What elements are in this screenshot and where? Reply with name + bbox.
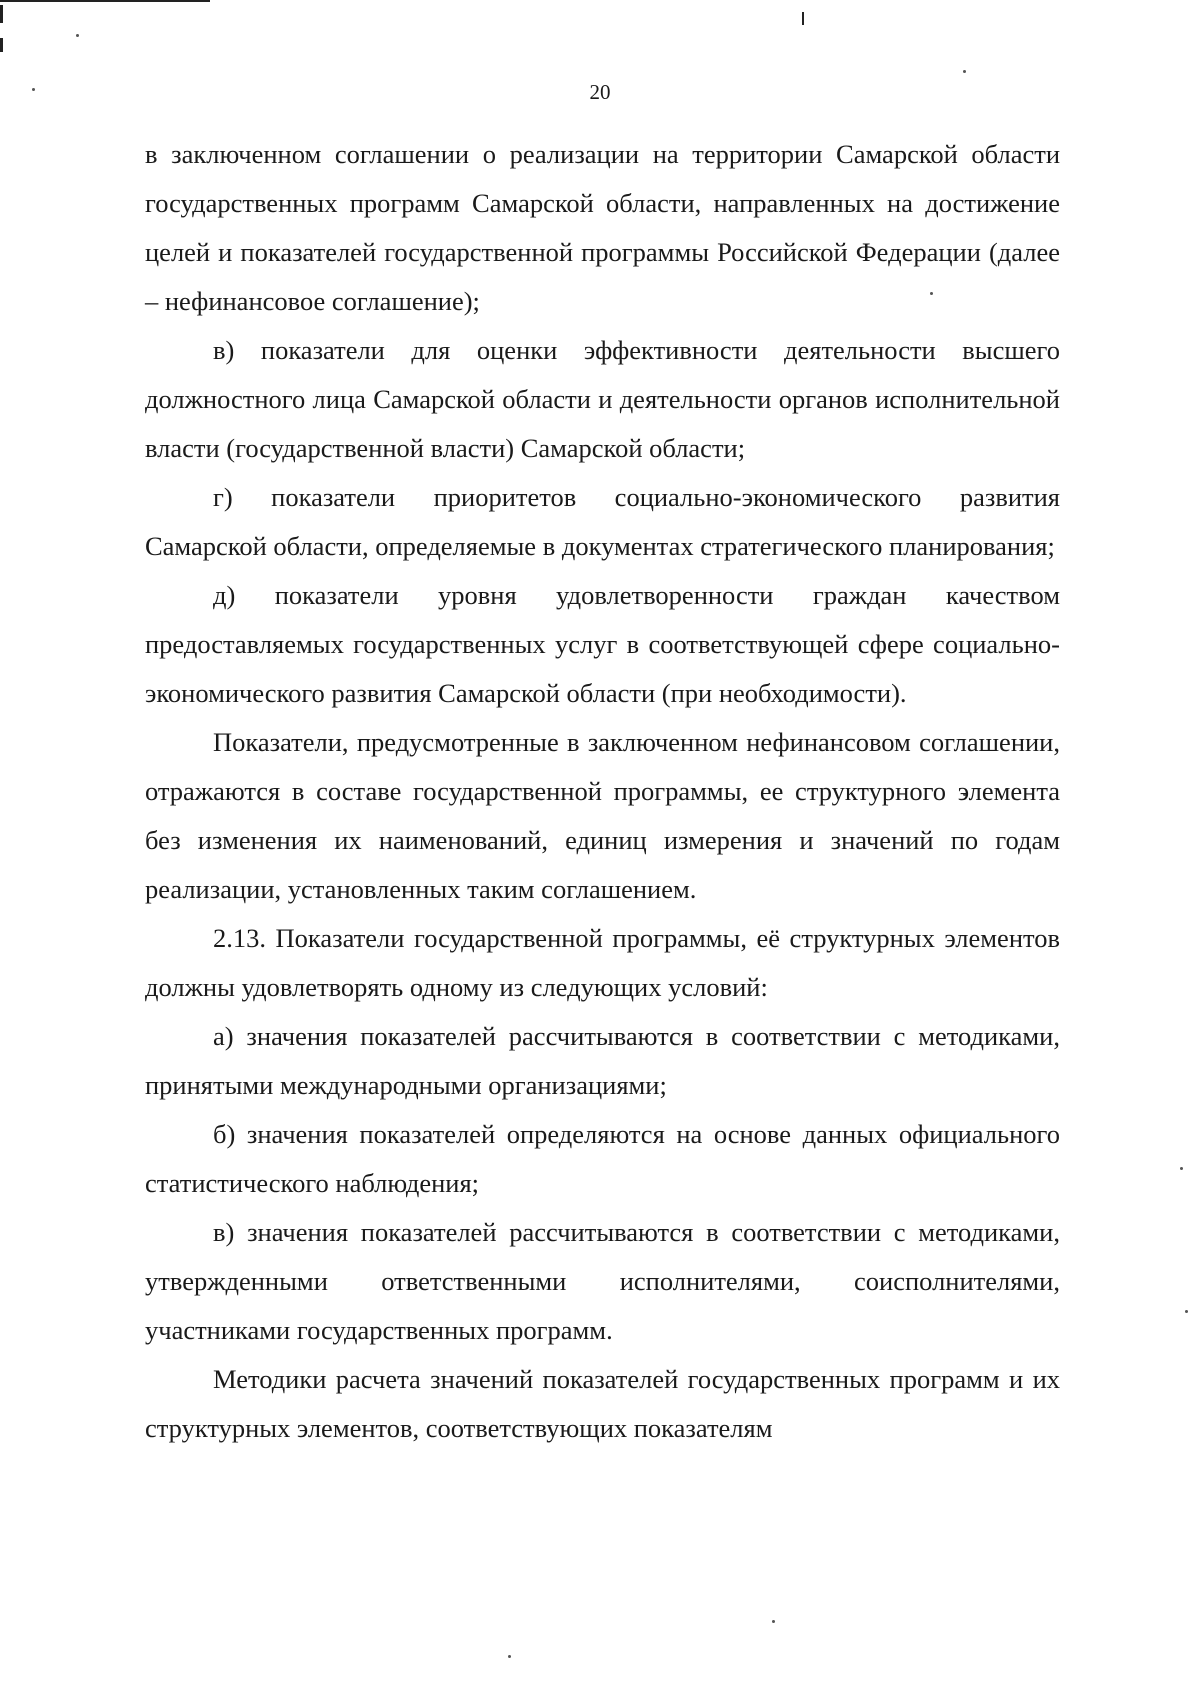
page-number: 20 bbox=[589, 80, 611, 104]
paragraph-continuation: в заключенном соглашении о реализации на территории Самарской области государственных программ Самарской области, направленных на достижение целей и показателей государственной программы Российской Федерации (далее – нефинансовое соглашение); bbox=[145, 139, 1060, 316]
paragraph-section-2-13: 2.13. Показатели государственной программы, её структурных элементов должны удовлетворять одному из следующих условий: bbox=[145, 923, 1060, 1002]
paragraph-item-b: б) значения показателей определяются на основе данных официального статистического наблюдения; bbox=[145, 1119, 1060, 1198]
paragraph-item-v: в) показатели для оценки эффективности деятельности высшего должностного лица Самарской области и деятельности органов исполнительной власти (государственной власти) Самарской области; bbox=[145, 335, 1060, 463]
scan-speck bbox=[1180, 1167, 1183, 1170]
paragraph-item-g: г) показатели приоритетов социально-экономического развития Самарской области, определяемые в документах стратегического планирования; bbox=[145, 482, 1060, 561]
scan-edge-mark bbox=[0, 5, 3, 23]
paragraph-indicators: Показатели, предусмотренные в заключенном нефинансовом соглашении, отражаются в составе государственной программы, ее структурного элемента без изменения их наименований, единиц измерения и значений по годам реализации, установленных таким соглашением. bbox=[145, 727, 1060, 904]
paragraph-methodologies: Методики расчета значений показателей государственных программ и их структурных элементов, соответствующих показателям bbox=[145, 1364, 1060, 1443]
scan-speck bbox=[963, 70, 966, 73]
paragraph-item-v2: в) значения показателей рассчитываются в соответствии с методиками, утвержденными ответственными исполнителями, соисполнителями, участниками государственных программ. bbox=[145, 1217, 1060, 1345]
scan-speck bbox=[508, 1655, 511, 1658]
scan-edge-mark bbox=[802, 12, 804, 25]
scan-edge-line bbox=[0, 0, 210, 2]
scan-speck bbox=[76, 34, 79, 37]
scan-speck bbox=[772, 1620, 775, 1623]
scan-edge-mark bbox=[0, 38, 3, 52]
scan-speck bbox=[1185, 1310, 1188, 1313]
paragraph-item-a: а) значения показателей рассчитываются в соответствии с методиками, принятыми международными организациями; bbox=[145, 1021, 1060, 1100]
document-body bbox=[145, 130, 1060, 1453]
paragraph-item-d: д) показатели уровня удовлетворенности граждан качеством предоставляемых государственных услуг в соответствующей сфере социально-экономического развития Самарской области (при необходимости). bbox=[145, 580, 1060, 708]
